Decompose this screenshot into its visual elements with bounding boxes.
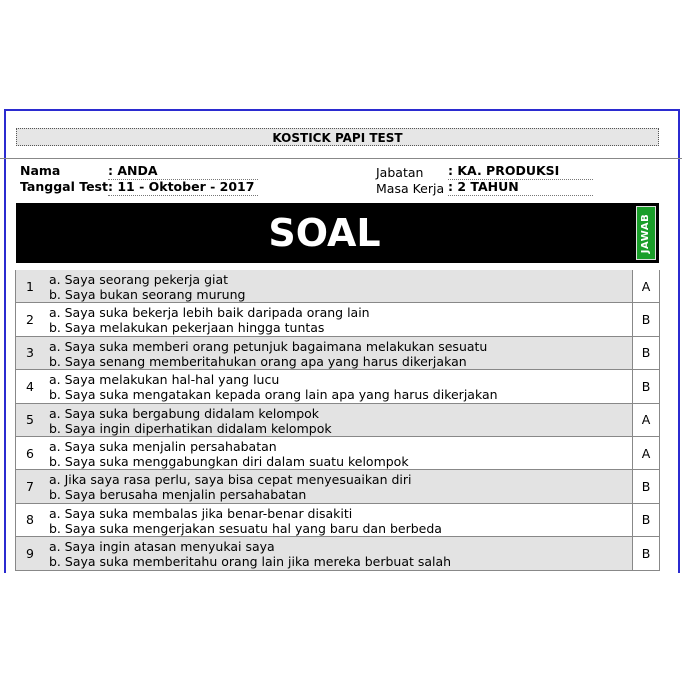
option-a: a. Saya suka memberi orang petunjuk bagaimana melakukan sesuatu bbox=[49, 338, 488, 354]
option-a: a. Saya suka bergabung didalam kelompok bbox=[49, 405, 320, 421]
question-row bbox=[16, 370, 659, 403]
masa-label: Masa Kerja bbox=[376, 181, 445, 196]
question-number: 7 bbox=[26, 479, 34, 495]
soal-banner: SOAL bbox=[16, 203, 633, 263]
question-row bbox=[16, 404, 659, 437]
jabatan-label: Jabatan bbox=[376, 165, 424, 180]
tanggal-value-wrap bbox=[108, 179, 258, 196]
option-a: a. Jika saya rasa perlu, saya bisa cepat menyesuaikan diri bbox=[49, 472, 412, 488]
option-a: a. Saya suka menjalin persahabatan bbox=[49, 438, 277, 454]
nama-row bbox=[20, 163, 60, 179]
jawab-column-header bbox=[633, 203, 659, 263]
option-a: a. Saya suka membalas jika benar-benar disakiti bbox=[49, 505, 353, 521]
jabatan-row bbox=[376, 165, 423, 181]
question-number: 1 bbox=[26, 278, 34, 294]
option-b: b. Saya suka menggabungkan diri dalam suatu kelompok bbox=[49, 453, 409, 469]
option-b: b. Saya bukan seorang murung bbox=[49, 287, 246, 302]
answer-cell: A bbox=[632, 270, 659, 302]
answer-cell: A bbox=[632, 404, 659, 436]
sheet-title: KOSTICK PAPI TEST bbox=[16, 128, 659, 146]
option-a: a. Saya suka bekerja lebih baik daripada orang lain bbox=[49, 305, 370, 321]
question-number: 9 bbox=[26, 545, 34, 561]
option-a: a. Saya ingin atasan menyukai saya bbox=[49, 539, 275, 555]
jawab-label: JAWAB bbox=[640, 213, 652, 253]
tanggal-value: : 11 - Oktober - 2017 bbox=[108, 179, 258, 196]
answer-cell: B bbox=[632, 537, 659, 569]
option-b: b. Saya melakukan pekerjaan hingga tuntas bbox=[49, 320, 325, 336]
answer-cell: A bbox=[632, 437, 659, 469]
masa-value: : 2 TAHUN bbox=[448, 179, 593, 196]
jabatan-value: : KA. PRODUKSI bbox=[448, 163, 593, 180]
question-row bbox=[16, 537, 659, 570]
option-b: b. Saya suka mengerjakan sesuatu hal yang baru dan berbeda bbox=[49, 520, 442, 536]
question-row bbox=[16, 437, 659, 470]
masa-row bbox=[376, 181, 444, 197]
answer-cell: B bbox=[632, 303, 659, 335]
option-b: b. Saya suka mengatakan kepada orang lain apa yang harus dikerjakan bbox=[49, 387, 498, 403]
jawab-badge bbox=[636, 206, 656, 260]
tanggal-row bbox=[20, 179, 108, 195]
option-a: a. Saya melakukan hal-hal yang lucu bbox=[49, 372, 280, 388]
nama-value-wrap bbox=[108, 163, 258, 180]
answer-cell: B bbox=[632, 504, 659, 536]
question-number: 8 bbox=[26, 512, 34, 528]
question-table bbox=[15, 270, 660, 571]
option-a: a. Saya seorang pekerja giat bbox=[49, 272, 229, 287]
option-b: b. Saya suka memberitahu orang lain jika mereka berbuat salah bbox=[49, 554, 452, 570]
answer-cell: B bbox=[632, 370, 659, 402]
option-b: b. Saya senang memberitahukan orang apa yang harus dikerjakan bbox=[49, 353, 467, 369]
question-number: 4 bbox=[26, 378, 34, 394]
question-number: 2 bbox=[26, 312, 34, 328]
question-row bbox=[16, 270, 659, 303]
question-number: 5 bbox=[26, 412, 34, 428]
question-number: 6 bbox=[26, 445, 34, 461]
question-row bbox=[16, 303, 659, 336]
section-divider bbox=[0, 158, 682, 159]
answer-cell: B bbox=[632, 470, 659, 502]
nama-value: : ANDA bbox=[108, 163, 258, 180]
question-number: 3 bbox=[26, 345, 34, 361]
question-row bbox=[16, 470, 659, 503]
option-b: b. Saya berusaha menjalin persahabatan bbox=[49, 487, 307, 503]
masa-value-wrap bbox=[448, 179, 593, 196]
option-b: b. Saya ingin diperhatikan didalam kelompok bbox=[49, 420, 332, 436]
jabatan-value-wrap bbox=[448, 163, 593, 180]
tanggal-label: Tanggal Test bbox=[20, 179, 108, 194]
question-row bbox=[16, 504, 659, 537]
question-row bbox=[16, 337, 659, 370]
answer-cell: B bbox=[632, 337, 659, 369]
nama-label: Nama bbox=[20, 163, 61, 178]
